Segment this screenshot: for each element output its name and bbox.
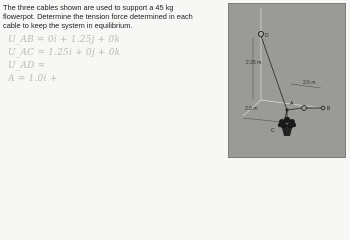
dimension-lateral: 3.5 m <box>303 80 316 86</box>
point-label-d: D <box>265 33 269 39</box>
flowerpot-icon <box>278 117 296 136</box>
figure-drawing <box>229 4 346 158</box>
anchor-b <box>321 106 325 110</box>
point-label-a: A <box>290 101 294 107</box>
problem-statement <box>3 3 203 30</box>
dimension-line-depth <box>243 118 281 122</box>
handwritten-work <box>8 34 121 86</box>
work-line-uac: U_AC = 1.25i + 0j + 0k <box>8 48 121 58</box>
work-line-uab: U_AB = 0i + 1.25j + 0k <box>8 35 121 45</box>
work-line-uad: U_AD = <box>8 61 46 71</box>
cable-ab <box>287 108 302 110</box>
point-label-b: B <box>327 106 331 112</box>
problem-line: flowerpot. Determine the tension force determined in each <box>3 12 193 21</box>
work-line-a: A = 1.0i + <box>8 74 58 84</box>
dimension-depth: 2.5 m <box>245 106 258 112</box>
cable-ad <box>261 36 287 110</box>
ring-b <box>302 106 307 111</box>
problem-line: cable to keep the system in equilibrium. <box>3 21 133 30</box>
point-label-c: C <box>271 128 275 134</box>
dimension-vertical: 2.25 m <box>246 60 262 66</box>
problem-line: The three cables shown are used to support a 45 kg <box>3 3 174 12</box>
problem-figure <box>228 3 346 158</box>
